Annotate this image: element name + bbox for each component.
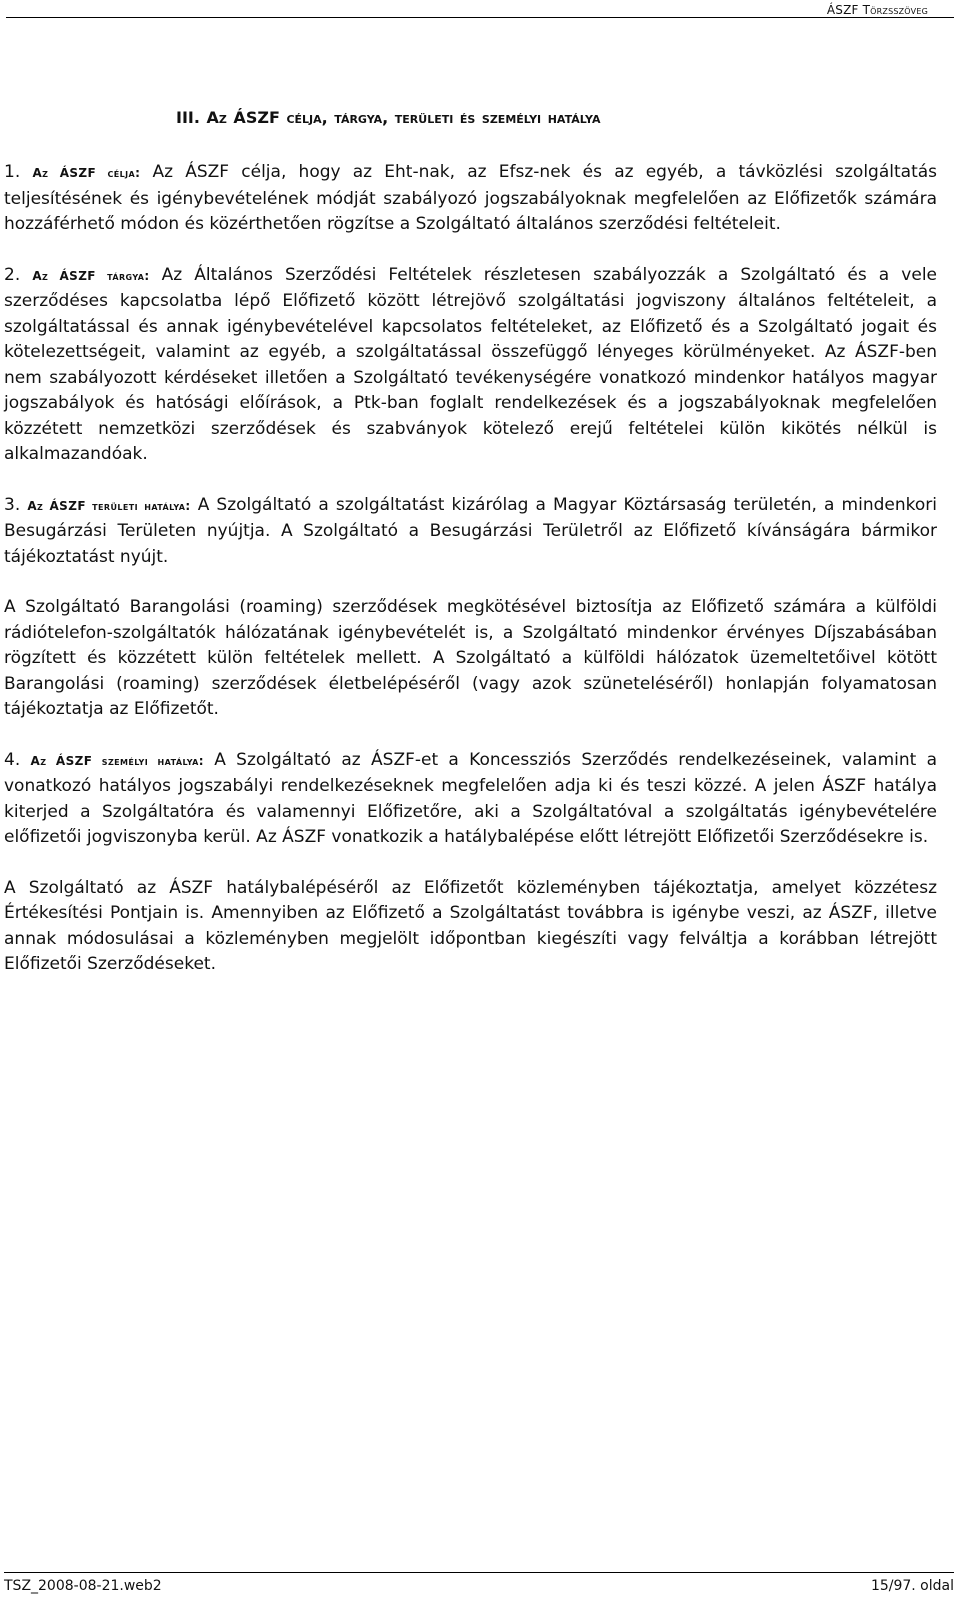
paragraph-purpose (4, 160, 937, 238)
paragraph-text: A Szolgáltató a szolgáltatást kizárólag a Magyar Köztársaság területén, a mindenkori Besugárzási Területen nyújtja. A Szolgáltató a Besugárzási Területről az Előfizető kívánságára bármikor tájékoztatást nyújt. (4, 494, 937, 567)
paragraph-text: Az ÁSZF célja, hogy az Eht-nak, az Efsz-nek és az egyéb, a távközlési szolgáltatás teljesítésének és igénybevételének módját szabályozó jogszabályoknak megfelelően az Előfizetők számára hozzáférhető módon és közérthetően rögzítse a Szolgáltató általános szerződési feltételeit. (4, 162, 938, 234)
document-body (4, 160, 937, 1003)
paragraph-heading: Az ÁSZF célja: (32, 166, 141, 180)
paragraph-text: A Szolgáltató az ÁSZF hatálybalépéséről az Előfizetőt közleményben tájékoztatja, amelyet közzétesz Értékesítési Pontjain is. Amennyiben az Előfizető a Szolgáltatást továbbra is igénybe veszi, az ÁSZF, illetve annak módosulásai a közleményben megjelölt időpontban kiegészíti vagy felváltja a korábban létrejött Előfizetői Szerződéseket. (4, 877, 937, 974)
paragraph-territorial-scope (4, 493, 937, 571)
paragraph-text: Az Általános Szerződési Feltételek részletesen szabályozzák a Szolgáltató és a vele szerződéses kapcsolatba lépő Előfizető között létrejövő szolgáltatási jogviszony általános feltételeit, a szolgáltatással és annak igénybevételével kapcsolatos feltételeket, az Előfizető és a Szolgáltató jogait és kötelezettségeit, valamint az egyéb, a szolgáltatással összefüggő lényeges körülményeket. Az ÁSZF-ben nem szabályozott kérdéseket illetően a Szolgáltató tevékenységére vonatkozó mindenkor hatályos magyar jogszabályok és hatósági előírások, a Ptk-ban foglalt rendelkezések és a jogszabályoknak megfelelően közzétett nemzetközi szerződések és szabványok kötelező erejű feltételei külön kikötés nélkül is alkalmazandóak. (4, 264, 938, 464)
running-header: ÁSZF Törzsszöveg (823, 3, 932, 17)
section-title: III. Az ÁSZF célja, tárgya, területi és személyi hatálya (176, 108, 601, 127)
paragraph-heading: Az ÁSZF tárgya: (32, 268, 150, 283)
paragraph-number: 3. (4, 494, 21, 515)
paragraph-personal-scope (4, 748, 937, 851)
paragraph-heading: Az ÁSZF területi hatálya: (27, 498, 191, 513)
paragraph-subject (4, 263, 937, 468)
page-number: 15/97. oldal (870, 1578, 954, 1594)
header-rule (6, 17, 954, 18)
page-footer (4, 1572, 954, 1594)
paragraph-number: 2. (4, 264, 21, 285)
paragraph-roaming (4, 595, 937, 723)
paragraph-number: 4. (4, 749, 21, 770)
document-id: TSZ_2008-08-21.web2 (4, 1578, 162, 1594)
paragraph-heading: Az ÁSZF személyi hatálya: (30, 753, 204, 768)
paragraph-text: A Szolgáltató az ÁSZF-et a Koncessziós Szerződés rendelkezéseinek, valamint a vonatkozó hatályos jogszabályi rendelkezéseknek megfelelően adja ki és teszi közzé. A jelen ÁSZF hatálya kiterjed a Szolgáltatóra és valamennyi Előfizetőre, aki a Szolgáltatóval a szolgáltatás igénybevételére előfizetői jogviszonyba kerül. Az ÁSZF vonatkozik a hatálybalépése előtt létrejött Előfizetői Szerződésekre is. (4, 749, 938, 847)
paragraph-entry-into-force (4, 876, 937, 978)
paragraph-text: A Szolgáltató Barangolási (roaming) szerződések megkötésével biztosítja az Előfizető számára a külföldi rádiótelefon-szolgáltatók hálózatának igénybevételét is, a Szolgáltató mindenkor érvényes Díjszabásában rögzített és közzétett külön feltételek mellett. A Szolgáltató a külföldi hálózatok üzemeltetőivel kötött Barangolási (roaming) szerződések életbelépéséről (vagy azok szüneteléséről) honlapján folyamatosan tájékoztatja az Előfizetőt. (4, 597, 937, 719)
paragraph-number: 1. (4, 162, 21, 182)
